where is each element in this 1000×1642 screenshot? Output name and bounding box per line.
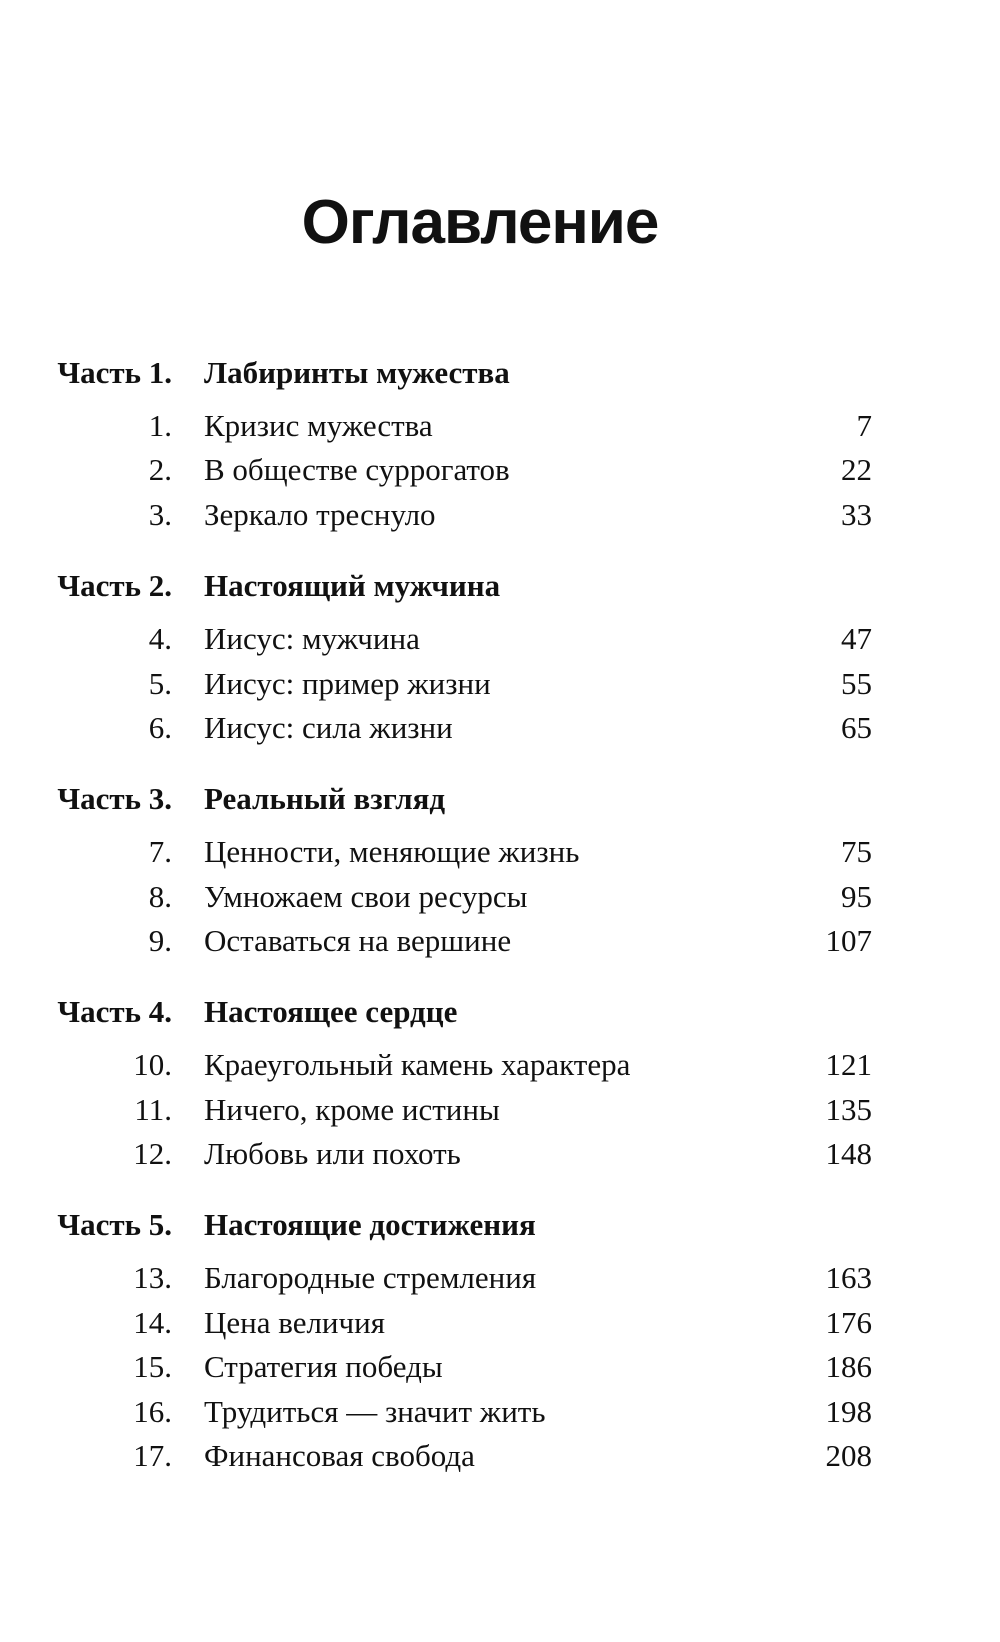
chapter-number: 6. xyxy=(148,710,172,745)
part-title: Лабиринты мужества xyxy=(204,355,510,390)
chapter-page-number: 7 xyxy=(856,408,872,443)
chapter-page-number: 75 xyxy=(841,834,872,869)
chapter-title: Стратегия победы xyxy=(204,1349,443,1384)
chapter-number: 8. xyxy=(148,879,172,914)
chapter-row xyxy=(0,1087,1000,1133)
chapter-page-number: 107 xyxy=(825,923,872,958)
chapter-number: 14. xyxy=(133,1305,172,1340)
chapter-title: Иисус: пример жизни xyxy=(204,666,491,701)
part-label: Часть 2. xyxy=(57,568,172,603)
chapter-row xyxy=(0,1433,1000,1479)
chapter-page-number: 65 xyxy=(841,710,872,745)
chapter-number: 1. xyxy=(148,408,172,443)
chapter-number: 7. xyxy=(148,834,172,869)
part-heading xyxy=(0,563,1000,609)
part-label: Часть 5. xyxy=(57,1207,172,1242)
chapter-number: 13. xyxy=(133,1260,172,1295)
chapter-title: Зеркало треснуло xyxy=(204,497,436,532)
chapter-row xyxy=(0,874,1000,920)
chapter-title: Ценности, меняющие жизнь xyxy=(204,834,580,869)
chapter-number: 5. xyxy=(148,666,172,701)
chapter-row xyxy=(0,1255,1000,1301)
chapter-row xyxy=(0,403,1000,449)
chapter-row xyxy=(0,1300,1000,1346)
chapter-page-number: 208 xyxy=(825,1438,872,1473)
chapter-row xyxy=(0,1042,1000,1088)
chapter-title: Трудиться — значит жить xyxy=(204,1394,546,1429)
chapter-number: 16. xyxy=(133,1394,172,1429)
chapter-row xyxy=(0,447,1000,493)
chapter-number: 4. xyxy=(148,621,172,656)
chapter-row xyxy=(0,1131,1000,1177)
chapter-page-number: 163 xyxy=(825,1260,872,1295)
chapter-row xyxy=(0,661,1000,707)
chapter-number: 17. xyxy=(133,1438,172,1473)
part-title: Реальный взгляд xyxy=(204,781,446,816)
chapter-title: Краеугольный камень характера xyxy=(204,1047,631,1082)
chapter-title: Цена величия xyxy=(204,1305,385,1340)
chapter-number: 15. xyxy=(133,1349,172,1384)
chapter-number: 2. xyxy=(148,452,172,487)
part-heading xyxy=(0,1202,1000,1248)
part-title: Настоящий мужчина xyxy=(204,568,501,603)
chapter-title: Иисус: мужчина xyxy=(204,621,420,656)
chapter-title: Оставаться на вершине xyxy=(204,923,512,958)
chapter-title: Кризис мужества xyxy=(204,408,433,443)
chapter-title: В обществе суррогатов xyxy=(204,452,510,487)
chapter-row xyxy=(0,705,1000,751)
chapter-page-number: 95 xyxy=(841,879,872,914)
chapter-title: Финансовая свобода xyxy=(204,1438,475,1473)
chapter-row xyxy=(0,918,1000,964)
chapter-number: 3. xyxy=(148,497,172,532)
chapter-page-number: 135 xyxy=(825,1092,872,1127)
chapter-title: Умножаем свои ресурсы xyxy=(204,879,528,914)
chapter-number: 9. xyxy=(148,923,172,958)
part-label: Часть 3. xyxy=(57,781,172,816)
chapter-title: Благородные стремления xyxy=(204,1260,537,1295)
chapter-page-number: 22 xyxy=(841,452,872,487)
chapter-page-number: 198 xyxy=(825,1394,872,1429)
chapter-row xyxy=(0,1344,1000,1390)
chapter-number: 12. xyxy=(133,1136,172,1171)
chapter-row xyxy=(0,492,1000,538)
part-heading xyxy=(0,776,1000,822)
chapter-page-number: 33 xyxy=(841,497,872,532)
chapter-row xyxy=(0,1389,1000,1435)
chapter-title: Иисус: сила жизни xyxy=(204,710,453,745)
part-label: Часть 1. xyxy=(57,355,172,390)
page-title: Оглавление xyxy=(301,188,659,257)
chapter-page-number: 47 xyxy=(841,621,872,656)
chapter-page-number: 176 xyxy=(825,1305,872,1340)
chapter-page-number: 121 xyxy=(825,1047,872,1082)
chapter-page-number: 186 xyxy=(825,1349,872,1384)
chapter-row xyxy=(0,829,1000,875)
chapter-number: 10. xyxy=(133,1047,172,1082)
chapter-page-number: 55 xyxy=(841,666,872,701)
part-label: Часть 4. xyxy=(57,994,172,1029)
chapter-title: Любовь или похоть xyxy=(204,1136,461,1171)
chapter-title: Ничего, кроме истины xyxy=(204,1092,500,1127)
part-heading xyxy=(0,350,1000,396)
chapter-row xyxy=(0,616,1000,662)
part-title: Настоящие достижения xyxy=(204,1207,536,1242)
chapter-number: 11. xyxy=(134,1092,172,1127)
chapter-page-number: 148 xyxy=(825,1136,872,1171)
part-heading xyxy=(0,989,1000,1035)
part-title: Настоящее сердце xyxy=(204,994,458,1029)
